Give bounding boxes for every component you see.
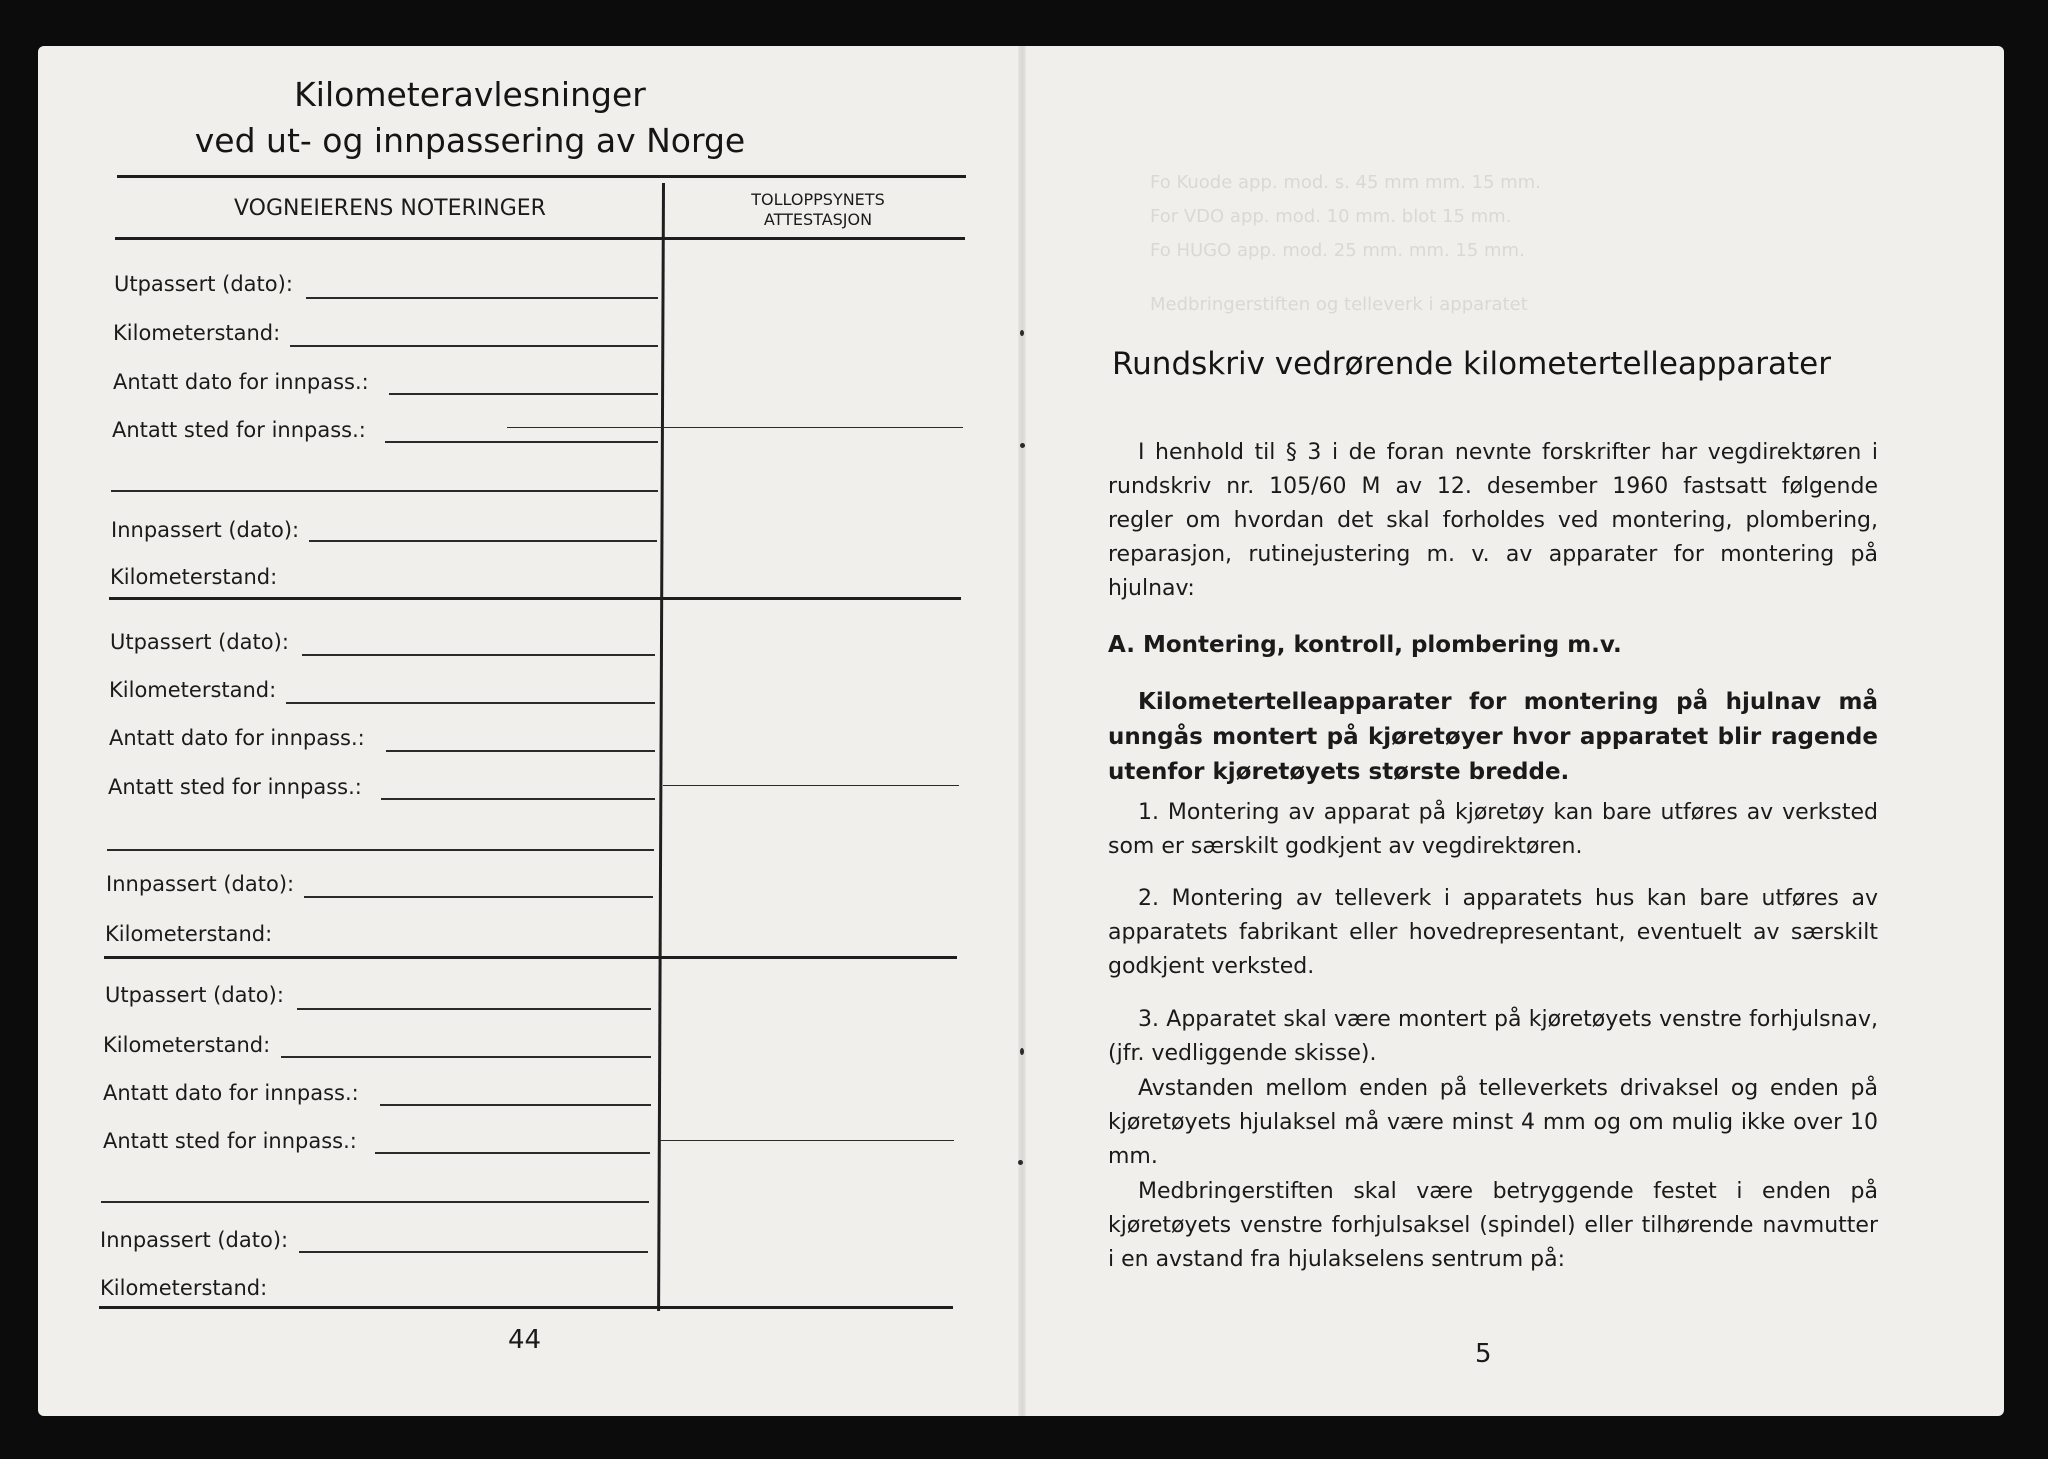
show-through-text: Medbringerstiften og telleverk i apparatet — [1150, 294, 1528, 315]
label-innpassert: Innpassert (dato): — [111, 518, 300, 542]
title-line-2: ved ut- og innpassering av Norge — [194, 121, 746, 160]
field-antatt-sted[interactable] — [381, 798, 655, 800]
field-innpassert[interactable] — [309, 540, 657, 542]
field-utpassert[interactable] — [302, 654, 655, 656]
field-utpassert[interactable] — [297, 1008, 651, 1010]
label-antatt-dato: Antatt dato for innpass.: — [109, 726, 365, 750]
table-top-rule — [117, 175, 966, 178]
label-utpassert: Utpassert (dato): — [105, 983, 284, 1007]
circular-title: Rundskriv vedrørende kilometertelleapparater — [1112, 346, 1831, 382]
label-antatt-sted: Antatt sted for innpass.: — [112, 418, 366, 442]
staple-mark — [1020, 1048, 1024, 1055]
column-header-customs — [668, 190, 968, 230]
field-antatt-dato[interactable] — [389, 393, 658, 395]
field-antatt-sted[interactable] — [375, 1152, 650, 1154]
label-antatt-dato: Antatt dato for innpass.: — [103, 1081, 359, 1105]
label-kilometerstand: Kilometerstand: — [113, 321, 281, 345]
label-antatt-dato: Antatt dato for innpass.: — [113, 370, 369, 394]
label-kilometerstand: Kilometerstand: — [100, 1276, 268, 1300]
label-antatt-sted: Antatt sted for innpass.: — [103, 1129, 357, 1153]
field-kilometerstand[interactable] — [290, 345, 658, 347]
staple-mark — [1020, 330, 1024, 336]
show-through-text: Fo HUGO app. mod. 25 mm. mm. 15 mm. — [1150, 240, 1525, 261]
rule-item-2: 2. Montering av telleverk i apparatets hus kan bare utføres av apparatets fabrikant eller hovedrepresentant, eventuelt av særskilt godkjent verksted. — [1108, 886, 1878, 979]
table-header-rule — [115, 237, 965, 240]
pin-paragraph: Medbringerstiften skal være betryggende festet i enden på kjøretøyets venstre forhjulsaksel (spindel) eller tilhørende navmutter i en avstand fra hjulakselens sentrum på: — [1108, 1179, 1878, 1272]
label-kilometerstand: Kilometerstand: — [105, 922, 273, 946]
intro-paragraph: I henhold til § 3 i de foran nevnte forskrifter har vegdirektøren i rundskriv nr. 105/60 M av 12. desember 1960 fastsatt følgende regler om hvordan det skal forholdes ved montering, plombering, reparasjon, rutinejustering m. v. av apparater for montering på hjulnav: — [1108, 440, 1878, 601]
distance-paragraph: Avstanden mellom enden på telleverkets drivaksel og enden på kjøretøyets hjulaksel må være minst 4 mm og om mulig ikke over 10 mm. — [1108, 1076, 1878, 1169]
field-extra-line[interactable] — [107, 849, 654, 851]
customs-field[interactable] — [659, 1140, 954, 1141]
column-header-owner: VOGNEIERENS NOTERINGER — [234, 196, 546, 221]
label-innpassert: Innpassert (dato): — [100, 1228, 289, 1252]
field-antatt-dato[interactable] — [386, 750, 655, 752]
field-extra-line[interactable] — [111, 490, 658, 492]
staple-mark — [1018, 1160, 1023, 1165]
warning-paragraph: Kilometertelleapparater for montering på hjulnav må unngås montert på kjøretøyer hvor apparatet blir ragende utenfor kjøretøyets største bredde. — [1108, 689, 1878, 785]
column-header-customs-line1: TOLLOPPSYNETS — [751, 190, 885, 209]
block-separator — [109, 597, 961, 600]
show-through-text: Fo Kuode app. mod. s. 45 mm mm. 15 mm. — [1150, 172, 1541, 193]
field-innpassert[interactable] — [299, 1251, 648, 1253]
column-header-customs-line2: ATTESTASJON — [763, 210, 873, 229]
field-extra-line[interactable] — [101, 1201, 649, 1203]
field-kilometerstand[interactable] — [281, 1056, 651, 1058]
table-bottom-rule — [99, 1306, 953, 1309]
label-kilometerstand: Kilometerstand: — [109, 678, 277, 702]
rule-item-3: 3. Apparatet skal være montert på kjøretøyets venstre forhjulsnav, (jfr. vedliggende skisse). — [1108, 1007, 1878, 1066]
page-fold — [1018, 46, 1026, 1416]
page-number-right: 5 — [1475, 1339, 1492, 1369]
label-utpassert: Utpassert (dato): — [110, 630, 289, 654]
block-separator — [104, 956, 957, 959]
page-number-left: 44 — [508, 1325, 542, 1355]
label-utpassert: Utpassert (dato): — [114, 272, 293, 296]
field-utpassert[interactable] — [306, 297, 658, 299]
label-innpassert: Innpassert (dato): — [106, 872, 295, 896]
customs-field[interactable] — [663, 785, 959, 786]
field-innpassert[interactable] — [304, 896, 653, 898]
staple-mark — [1020, 443, 1025, 448]
label-kilometerstand: Kilometerstand: — [110, 565, 278, 589]
field-kilometerstand[interactable] — [286, 702, 655, 704]
customs-field[interactable] — [507, 427, 963, 428]
label-kilometerstand: Kilometerstand: — [103, 1033, 271, 1057]
section-a-heading: A. Montering, kontroll, plombering m.v. — [1108, 632, 1622, 658]
field-antatt-dato[interactable] — [380, 1104, 651, 1106]
title-line-1: Kilometeravlesninger — [294, 75, 646, 114]
label-antatt-sted: Antatt sted for innpass.: — [108, 775, 362, 799]
page-title — [160, 72, 780, 164]
show-through-text: For VDO app. mod. 10 mm. blot 15 mm. — [1150, 206, 1512, 227]
field-antatt-sted[interactable] — [385, 441, 658, 443]
rule-item-1: 1. Montering av apparat på kjøretøy kan bare utføres av verksted som er særskilt godkjent av vegdirektøren. — [1108, 800, 1878, 859]
